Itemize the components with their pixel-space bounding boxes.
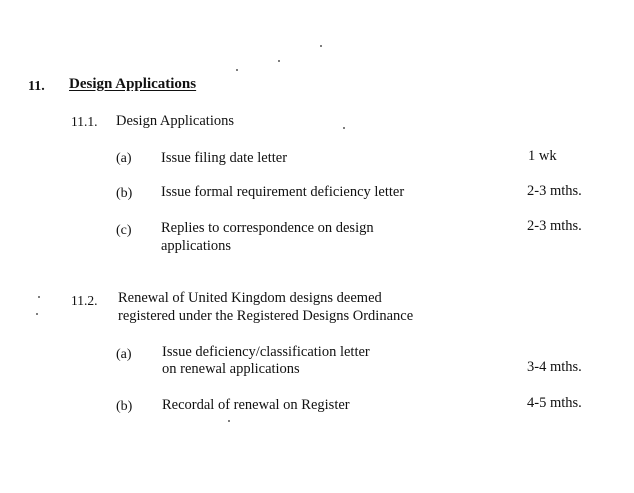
section-number: 11. <box>28 79 45 94</box>
scan-speck <box>320 45 322 47</box>
subsection-title-line1: Renewal of United Kingdom designs deemed <box>118 290 382 306</box>
subsection-title-line2: registered under the Registered Designs Ordinance <box>118 308 414 324</box>
item-text-line2: applications <box>161 238 232 254</box>
item-text: Recordal of renewal on Register <box>162 397 350 413</box>
item-text: Issue formal requirement deficiency letter <box>161 184 405 200</box>
item-time: 3-4 mths. <box>527 359 582 375</box>
item-text: Issue filing date letter <box>161 150 288 166</box>
section-title: Design Applications <box>69 76 197 92</box>
scan-speck <box>343 127 345 129</box>
item-label: (c) <box>116 223 132 238</box>
item-label: (a) <box>116 347 132 362</box>
item-text-line1: Issue deficiency/classification letter <box>162 344 370 360</box>
scan-speck <box>228 420 230 422</box>
subsection-title: Design Applications <box>116 113 235 129</box>
item-time: 2-3 mths. <box>527 218 582 234</box>
scan-speck <box>38 296 40 298</box>
scan-speck <box>36 313 38 315</box>
item-label: (a) <box>116 151 132 166</box>
item-text-line1: Replies to correspondence on design <box>161 220 374 236</box>
item-time: 1 wk <box>528 148 557 164</box>
item-text-line2: on renewal applications <box>162 361 300 377</box>
item-label: (b) <box>116 186 133 201</box>
item-label: (b) <box>116 399 133 414</box>
item-time: 4-5 mths. <box>527 395 582 411</box>
scan-speck <box>278 60 280 62</box>
subsection-number: 11.2. <box>71 293 98 308</box>
subsection-number: 11.1. <box>71 114 98 129</box>
scan-speck <box>236 69 238 71</box>
item-time: 2-3 mths. <box>527 183 582 199</box>
